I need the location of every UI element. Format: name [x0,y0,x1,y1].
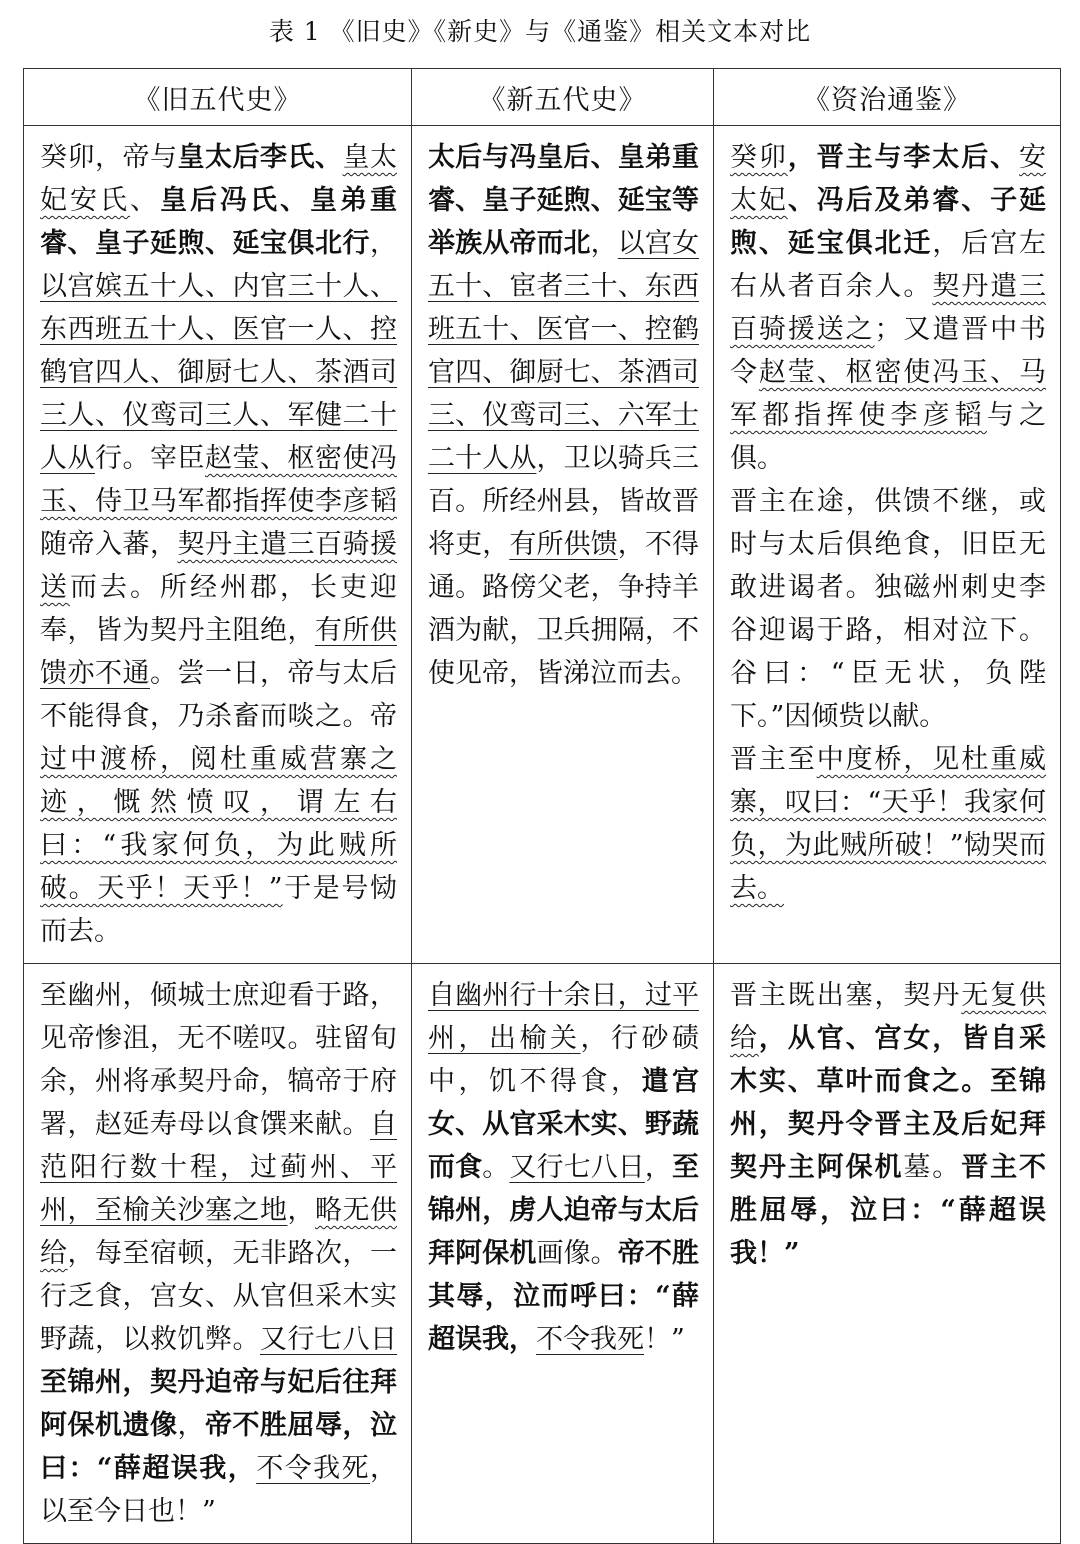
text-run: 。 [482,1152,510,1183]
text-line: 以宫嫔五十人、内官三十人、东西班五十人、医官一人、控鹤官四人、御厨七人、茶酒司三人、仪鸾司三人、军健二十人从 [40,271,397,474]
table-row [24,126,1061,964]
text-run: ，不得通。路傍父老，争持羊酒为献，卫兵拥隔，不使见帝，皆涕泣而去。 [428,529,700,689]
text-run: 行。宰臣 [95,443,205,474]
text-line: 有所供馈亦不通 [40,615,397,689]
text-run: 画像。 [536,1238,618,1269]
cell-text [412,126,713,705]
text-line: 又行七八日 [260,1324,397,1355]
cell-new-history [412,126,714,964]
header-row [24,69,1061,126]
text-run: ，行砂碛中，饥不得食， [428,1023,699,1097]
text-line: 自幽州行十余日，过平州，出榆关 [428,980,699,1054]
text-bold: 太后与冯皇后、皇弟重睿、皇子延煦、延宝等举族从帝而北 [428,142,699,259]
header-old-history: 《旧五代史》 [24,69,412,126]
text-bold: 遣宫女、从官采木实、野蔬而食 [428,1066,699,1183]
text-run: 与之俱。 [730,400,1047,474]
text-wavy: 赵莹、枢密使冯玉、侍卫马军都指挥使李彦韬 [40,443,397,517]
text-wavy: 略无供给 [40,1195,397,1269]
text-wavy: 无复供给 [730,980,1047,1054]
text-run: 而去。所经州郡，长吏迎奉，皆为契丹主阻绝， [40,572,397,646]
text-run: ，卫以骑兵三百。所经州县，皆故晋将吏， [428,443,700,560]
text-bold: ，晋主与李太后、 [787,142,1020,173]
cell-old-history [24,964,412,1544]
text-wavy: 癸卯 [730,142,788,173]
text-run: 至幽州，倾城士庶迎看于路，见帝惨沮，无不嗟叹。驻留旬余，州将承契丹命，犒帝于府署，赵延寿母以食馔来献。 [40,980,397,1140]
text-wavy: 过中渡桥，阅杜重威营寨之迹，慨然愤叹，谓左右曰：“我家何负，为此贼所破。天乎！天乎！” [40,744,397,904]
cell-zizhi-tongjian [714,126,1061,964]
cell-text [714,964,1060,1285]
text-wavy: 中度桥，见杜重威寨，叹曰：“天乎！我家何负，为此贼所破！”恸哭而去。 [730,744,1047,904]
text-run: ， [370,228,397,259]
text-run: 、 [130,185,160,216]
text-run: 晋主在途，供馈不继，或时与太后俱绝食，旧臣无敢进谒者。独磁州刺史李谷迎谒于路，相对泣下。谷曰：“臣无状，负陛下。”因倾赀以献。 [730,486,1046,732]
text-bold: 至锦州，虏人迫帝与太后拜阿保机 [428,1152,700,1269]
text-run: 墓。 [903,1152,962,1183]
text-run: 晋主既出塞，契丹 [730,980,962,1011]
text-run: ，后宫左右从者百余人。 [730,228,1047,302]
text-line: 以宫女五十、宦者三十、东西班五十、医官一、控鹤官四、御厨七、茶酒司三、仪鸾司三、六军士二十人从 [428,228,700,474]
cell-old-history [24,126,412,964]
text-bold: 帝不胜其辱，泣而呼曰：“薛超误我， [428,1238,700,1355]
text-line: 又行七八日 [509,1152,645,1183]
table-row [24,964,1061,1544]
cell-zizhi-tongjian [714,964,1061,1544]
cell-text [24,964,411,1543]
text-line: 不令我死 [536,1324,644,1355]
cell-new-history [412,964,714,1544]
text-run: 癸卯，帝与 [40,142,178,173]
cell-text [412,964,713,1371]
text-line: 不令我死 [256,1453,371,1484]
text-bold: 、冯后及弟睿、子延煦、延宝俱北迁 [730,185,1047,259]
text-bold: 帝不胜屈辱，泣曰：“薛超误我， [40,1410,397,1484]
text-run: ，以至今日也！” [40,1453,398,1527]
text-bold: 晋主不胜屈辱，泣曰：“薛超误我！” [730,1152,1047,1269]
text-bold: 皇太后李氏、 [177,142,343,173]
text-wavy: 安太妃 [730,142,1047,216]
text-line: 自范阳行数十程，过蓟州、平州，至榆关沙塞之地 [40,1109,397,1226]
text-run: ， [590,228,618,259]
text-run: ， [177,1410,205,1441]
text-bold: 至锦州，契丹迫帝与妃后往拜阿保机遗像 [40,1367,397,1441]
text-wavy: 契丹主遣三百骑援送 [40,529,397,603]
cell-text [714,126,1060,920]
header-new-history: 《新五代史》 [412,69,714,126]
text-run: ；又遣晋中书令 [730,314,1046,388]
header-zizhi-tongjian: 《资治通鉴》 [714,69,1061,126]
text-bold: ，从官、宫女，皆自采木实、草叶而食之。至锦州，契丹令晋主及后妃拜契丹主阿保机 [730,1023,1047,1183]
text-run: 于是号恸而去。 [40,873,398,947]
table-caption: 表 1 《旧史》《新史》与《通鉴》相关文本对比 [268,17,812,46]
text-run: ！” [644,1324,685,1355]
cell-text [24,126,411,963]
text-wavy: 赵莹、枢密使冯玉、马军都指挥使李彦韬 [730,357,1047,431]
text-run: ， [287,1195,315,1226]
text-wavy: 皇太妃安氏 [40,142,397,216]
text-line: 有所供馈 [509,529,618,560]
text-run: ，每至宿顿，无非路次，一行乏食，宫女、从官但采木实野蔬，以救饥弊。 [40,1238,397,1355]
text-run: 随帝入蕃， [40,529,178,560]
text-wavy: 契丹遣三百骑援送之 [730,271,1047,345]
text-run: 晋主至 [730,744,817,775]
text-bold: 皇后冯氏、皇弟重睿、皇子延煦、延宝俱北行 [40,185,397,259]
text-run: ， [644,1152,673,1183]
comparison-table [23,68,1061,1544]
text-run: 。尝一日，帝与太后不能得食，乃杀畜而啖之。帝 [40,658,397,732]
